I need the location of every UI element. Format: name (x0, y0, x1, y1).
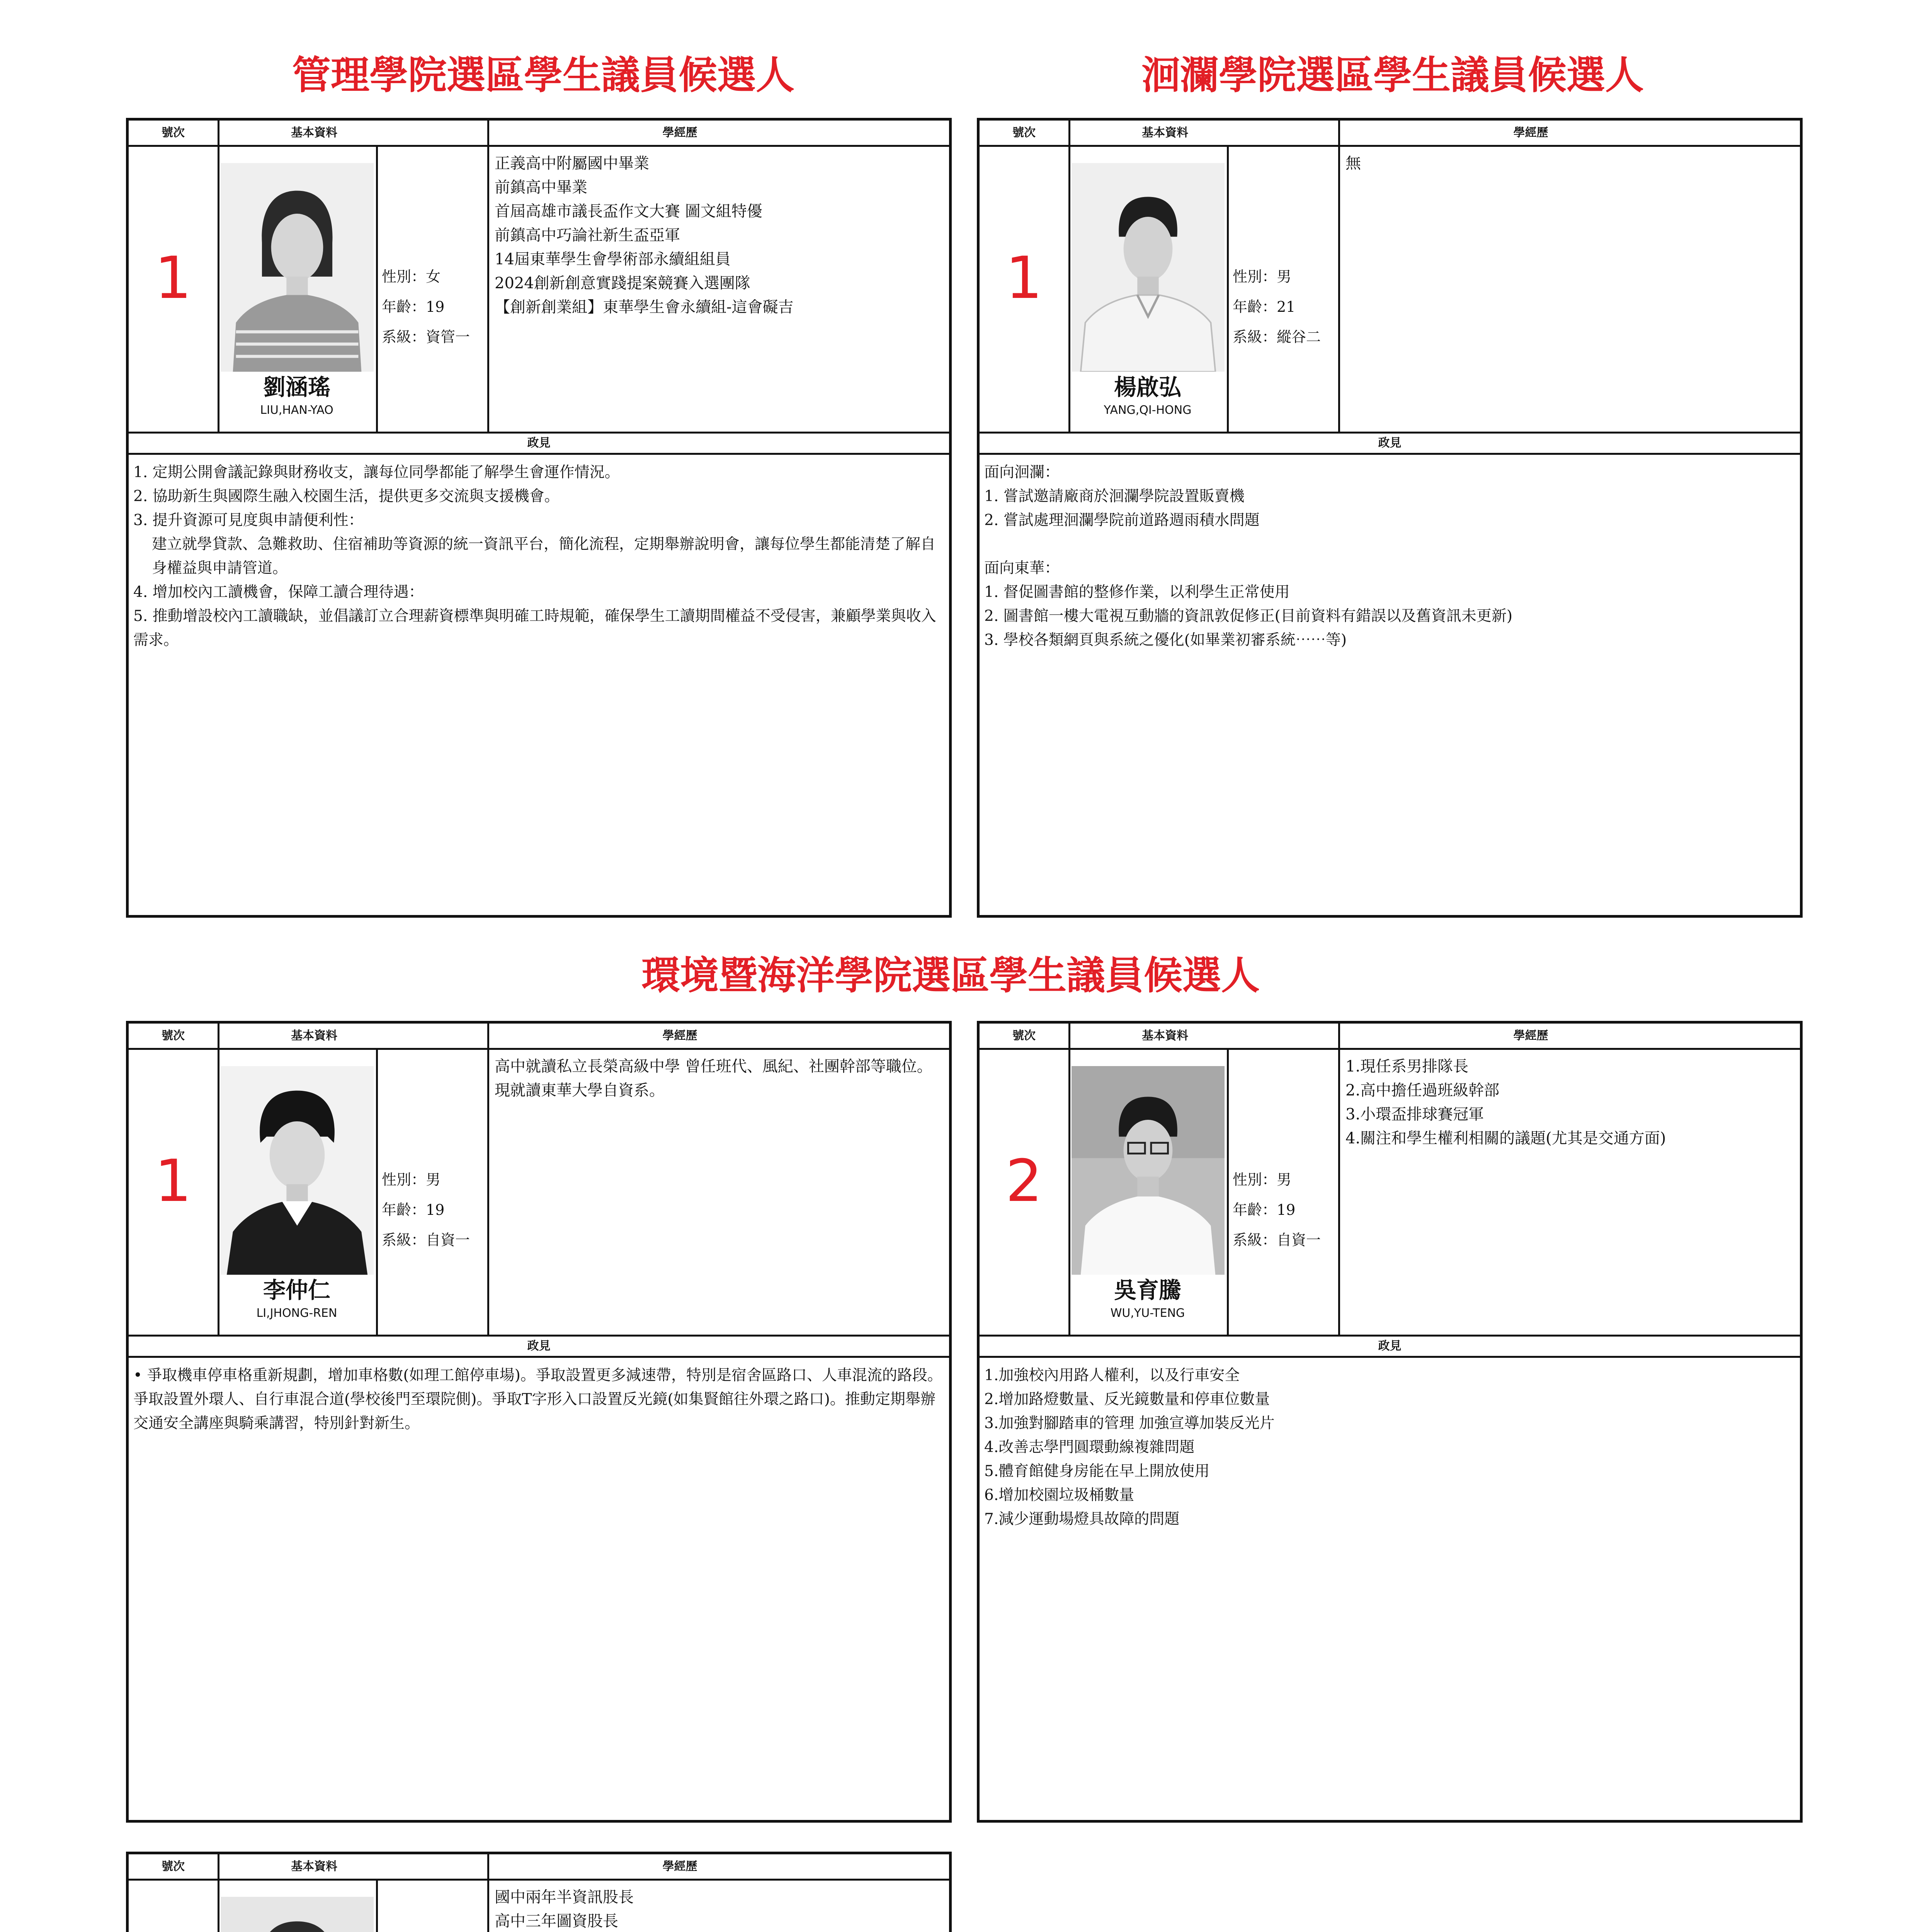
candidate-card (126, 1852, 952, 1932)
table-header (129, 1024, 949, 1050)
candidate-english-name: WU,YU-TENG (1110, 1306, 1185, 1320)
policy-item: 1. 嘗試邀請廠商於洄瀾學院設置販賣機 (984, 488, 1245, 505)
header-experience: 學經歷 (1513, 126, 1548, 139)
header-experience: 學經歷 (662, 1860, 697, 1873)
policy-item: 7.減少運動場燈具故障的問題 (984, 1510, 1180, 1528)
policy-item: 3. 學校各類網頁與系統之優化(如畢業初審系統⋯⋯等) (984, 631, 1347, 649)
policy-list (984, 461, 1795, 652)
experience-list (495, 1885, 945, 1932)
policy-list (133, 461, 944, 652)
experience-item: 3.小環盃排球賽冠軍 (1345, 1105, 1484, 1123)
policy-item: 6.增加校園垃圾桶數量 (984, 1486, 1135, 1504)
candidate-number: 1 (155, 245, 192, 312)
candidate-department: 系級：縱谷二 (1233, 328, 1321, 345)
candidate-age: 年齡：19 (1233, 1201, 1296, 1218)
experience-item: 【創新創業組】東華學生會永續組-這會礙吉 (495, 298, 794, 316)
candidate-info (1233, 262, 1335, 352)
candidate-card (977, 118, 1803, 918)
heading-management: 管理學院選區學生議員候選人 (292, 53, 794, 98)
header-number: 號次 (162, 126, 185, 139)
header-number: 號次 (162, 1029, 185, 1043)
candidate-age: 年齡：21 (1233, 298, 1296, 315)
experience-item: 正義高中附屬國中畢業 (495, 155, 649, 172)
candidate-photo (1072, 1066, 1225, 1275)
candidate-card (126, 1021, 952, 1823)
candidate-english-name: YANG,QI-HONG (1104, 403, 1192, 417)
candidate-department: 系級：資管一 (382, 328, 470, 345)
header-experience: 學經歷 (662, 126, 697, 139)
header-number: 號次 (1012, 1029, 1036, 1043)
header-basic: 基本資料 (291, 1029, 337, 1043)
header-number: 號次 (162, 1860, 185, 1873)
policy-item: 1. 定期公開會議記錄與財務收支，讓每位同學都能了解學生會運作情況。 (133, 464, 620, 481)
candidate-card (126, 118, 952, 918)
policy-item (984, 532, 1795, 556)
experience-list (495, 151, 945, 319)
policy-item: 面向東華： (984, 560, 1060, 577)
candidate-department: 系級：自資一 (1233, 1231, 1321, 1248)
candidate-photo (221, 163, 374, 372)
experience-item: 2.高中擔任過班級幹部 (1345, 1082, 1500, 1099)
experience-item: 無 (1345, 155, 1361, 172)
candidate-number: 2 (1005, 1148, 1043, 1215)
policy-item: 建立就學貸款、急難救助、住宿補助等資源的統一資訊平台，簡化流程，定期舉辦說明會，讓每位學生都能清楚了解自身權益與申請管道。 (152, 536, 936, 577)
policy-header: 政見 (129, 432, 949, 455)
header-basic: 基本資料 (291, 126, 337, 139)
experience-item: 2024創新創意實踐提案競賽入選團隊 (495, 274, 750, 292)
candidate-number: 1 (155, 1148, 192, 1215)
candidate-gender: 性別：男 (1233, 268, 1292, 285)
candidate-gender: 性別：男 (1233, 1171, 1292, 1188)
experience-item: 高中三年圖資股長 (495, 1912, 618, 1930)
experience-item: 14屆東華學生會學術部永續組組員 (495, 250, 731, 268)
candidate-photo (221, 1897, 374, 1932)
header-experience: 學經歷 (1513, 1029, 1548, 1043)
candidate-name: 李仲仁 (263, 1277, 330, 1303)
candidate-card (977, 1021, 1803, 1823)
header-experience: 學經歷 (662, 1029, 697, 1043)
heading-ocean: 環境暨海洋學院選區學生議員候選人 (641, 953, 1260, 998)
candidate-gender: 性別：男 (382, 1171, 441, 1188)
experience-list (495, 1054, 945, 1102)
heading-hualan: 洄瀾學院選區學生議員候選人 (1141, 53, 1644, 98)
policy-list (133, 1364, 944, 1435)
header-basic: 基本資料 (291, 1860, 337, 1873)
candidate-photo (221, 1066, 374, 1275)
experience-item: 1.現任系男排隊長 (1345, 1058, 1469, 1075)
experience-item: 高中就讀私立長榮高級中學 曾任班代、風紀、社團幹部等職位。現就讀東華大學自資系。 (495, 1058, 932, 1099)
candidate-age: 年齡：19 (382, 1201, 445, 1218)
experience-item: 國中兩年半資訊股長 (495, 1888, 634, 1906)
candidate-info (382, 262, 484, 352)
policy-item: 2. 嘗試處理洄瀾學院前道路週雨積水問題 (984, 512, 1260, 529)
experience-item: 前鎮高中巧論社新生盃亞軍 (495, 226, 680, 244)
policy-item: 3.加強對腳踏車的管理 加強宣導加裝反光片 (984, 1415, 1275, 1432)
policy-item: • 爭取機車停車格重新規劃，增加車格數(如理工館停車場)。爭取設置更多減速帶，特別是宿舍區路口、人車混流的路段。爭取設置外環人、自行車混合道(學校後門至環院側)。爭取T字形入口設置反光鏡(如集賢館往外環之路口)。推動定期舉辦交通安全講座與騎乘講習，特別針對新生。 (133, 1367, 942, 1432)
experience-item: 首屆高雄市議長盃作文大賽 圖文組特優 (495, 202, 762, 220)
table-header (980, 1024, 1800, 1050)
policy-item: 5. 推動增設校內工讀職缺，並倡議訂立合理薪資標準與明確工時規範，確保學生工讀期間權益不受侵害，兼顧學業與收入需求。 (133, 607, 936, 649)
candidate-number (129, 1881, 218, 1932)
policy-item: 3. 提升資源可見度與申請便利性： (133, 512, 364, 529)
policy-item: 4.改善志學門圓環動線複雜問題 (984, 1439, 1195, 1456)
policy-item: 面向洄瀾： (984, 464, 1060, 481)
table-header (129, 121, 949, 147)
header-basic: 基本資料 (1142, 1029, 1188, 1043)
experience-item: 前鎮高中畢業 (495, 179, 587, 196)
policy-header: 政見 (980, 1335, 1800, 1358)
policy-item: 1. 督促圖書館的整修作業，以利學生正常使用 (984, 583, 1290, 601)
experience-list (1345, 151, 1796, 175)
policy-item: 4. 增加校內工讀機會，保障工讀合理待遇： (133, 583, 424, 601)
policy-item: 1.加強校內用路人權利，以及行車安全 (984, 1367, 1240, 1384)
header-number: 號次 (1012, 126, 1036, 139)
candidate-info (1233, 1165, 1335, 1255)
experience-list (1345, 1054, 1796, 1150)
candidate-name: 劉涵瑤 (263, 374, 330, 400)
table-header (129, 1854, 949, 1881)
policy-header: 政見 (980, 432, 1800, 455)
candidate-department: 系級：自資一 (382, 1231, 470, 1248)
candidate-name: 楊啟弘 (1114, 374, 1181, 400)
policy-item: 2.增加路燈數量、反光鏡數量和停車位數量 (984, 1391, 1270, 1408)
candidate-gender: 性別：女 (382, 268, 441, 285)
policy-header: 政見 (129, 1335, 949, 1358)
policy-item: 2. 協助新生與國際生融入校園生活，提供更多交流與支援機會。 (133, 488, 560, 505)
candidate-info (382, 1165, 484, 1255)
policy-item: 5.體育館健身房能在早上開放使用 (984, 1463, 1210, 1480)
candidate-number: 1 (1005, 245, 1043, 312)
candidate-english-name: LIU,HAN-YAO (260, 403, 333, 417)
candidate-photo (1072, 163, 1225, 372)
policy-item: 2. 圖書館一樓大電視互動牆的資訊敦促修正(目前資料有錯誤以及舊資訊未更新) (984, 607, 1513, 625)
table-header (980, 121, 1800, 147)
policy-list (984, 1364, 1795, 1531)
candidate-name: 吳育騰 (1114, 1277, 1181, 1303)
candidate-english-name: LI,JHONG-REN (256, 1306, 337, 1320)
experience-item: 4.關注和學生權利相關的議題(尤其是交通方面) (1345, 1129, 1666, 1147)
candidate-age: 年齡：19 (382, 298, 445, 315)
header-basic: 基本資料 (1142, 126, 1188, 139)
